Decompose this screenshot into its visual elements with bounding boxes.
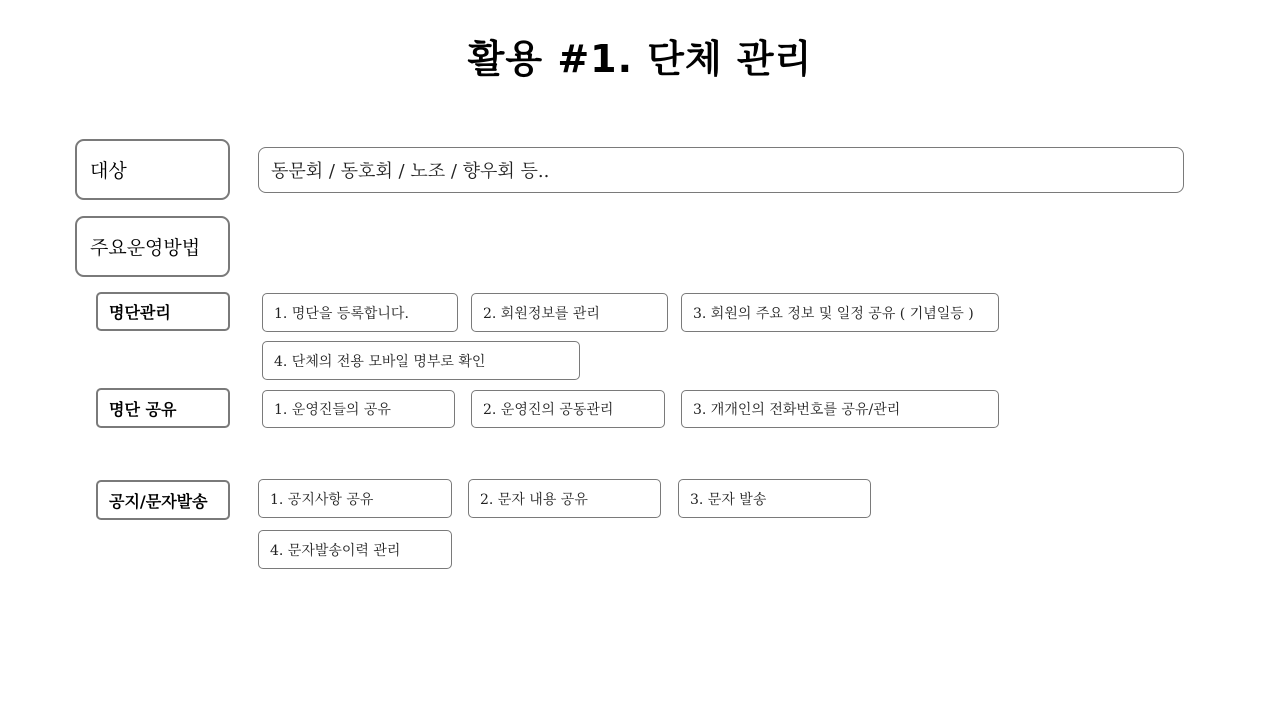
- sharing-item-staff-share: 1. 운영진들의 공유: [262, 390, 455, 428]
- section-label-notice-sms: 공지/문자발송: [96, 480, 230, 520]
- notice-item-sms-history: 4. 문자발송이력 관리: [258, 530, 452, 569]
- roster-item-mobile-directory: 4. 단체의 전용 모바일 명부로 확인: [262, 341, 580, 380]
- notice-item-send-sms: 3. 문자 발송: [678, 479, 871, 518]
- notice-item-share-notice: 1. 공지사항 공유: [258, 479, 452, 518]
- section-label-roster-sharing: 명단 공유: [96, 388, 230, 428]
- page-title: 활용 #1. 단체 관리: [467, 37, 813, 81]
- notice-item-share-sms-content: 2. 문자 내용 공유: [468, 479, 661, 518]
- roster-item-share-schedule: 3. 회원의 주요 정보 및 일정 공유 ( 기념일등 ): [681, 293, 999, 332]
- sharing-item-phone-numbers: 3. 개개인의 전화번호를 공유/관리: [681, 390, 999, 428]
- target-value-box: 동문회 / 동호회 / 노조 / 향우회 등..: [258, 147, 1184, 193]
- roster-item-register: 1. 명단을 등록합니다.: [262, 293, 458, 332]
- roster-item-member-info: 2. 회원정보를 관리: [471, 293, 668, 332]
- section-label-roster-management: 명단관리: [96, 292, 230, 331]
- sharing-item-joint-management: 2. 운영진의 공동관리: [471, 390, 665, 428]
- main-method-label: 주요운영방법: [75, 216, 230, 277]
- target-label: 대상: [75, 139, 230, 200]
